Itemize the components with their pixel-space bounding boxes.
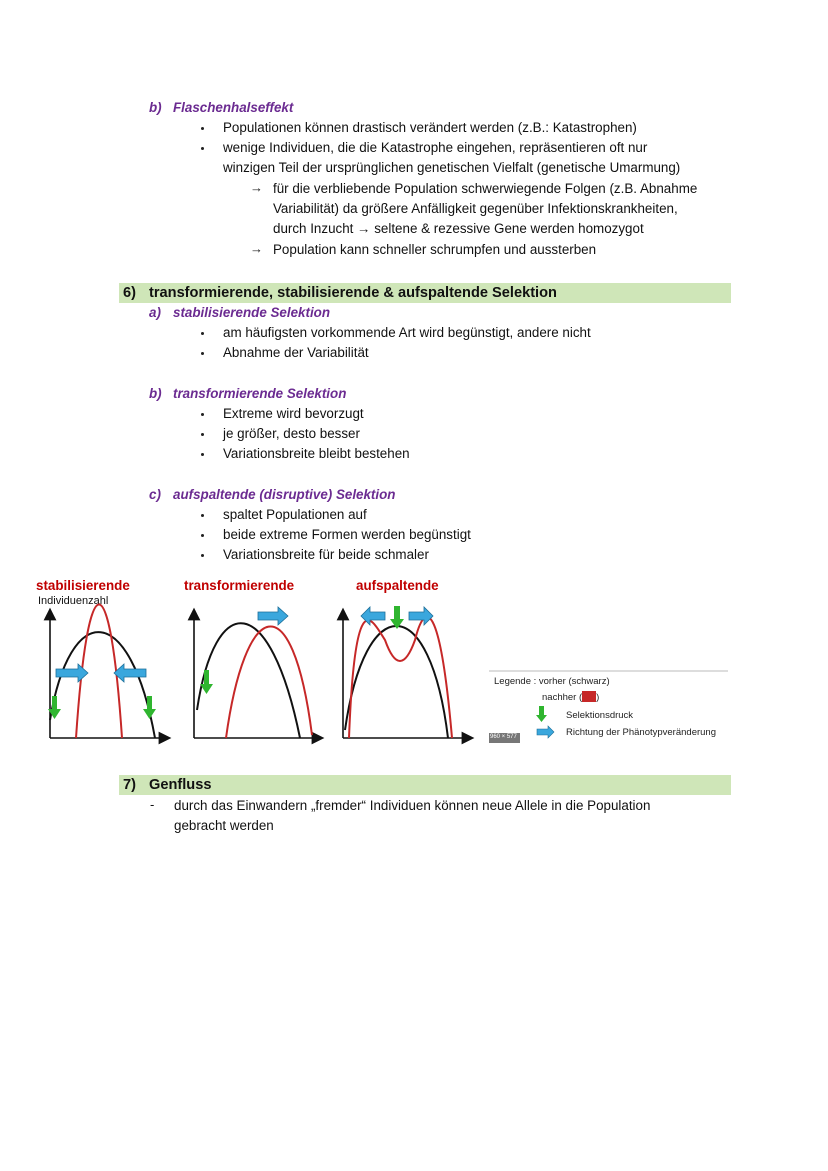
transforming-bullet-2: je größer, desto besser — [223, 426, 360, 441]
bottleneck-consequence-1: für die verbliebende Population schwerwiegende Folgen (z.B. Abnahme — [273, 181, 698, 196]
legend-direction-icon — [537, 726, 554, 738]
bottleneck-consequence-3: durch Inzucht → seltene & rezessive Gene werden homozygot — [273, 221, 644, 236]
size-badge-text: 960 × 577 — [490, 734, 517, 740]
diagram-disruptive — [343, 606, 468, 738]
section-7-heading — [123, 775, 211, 795]
figure-label-disruptive: aufspaltende — [356, 578, 439, 593]
disruptive-bullet-2: beide extreme Formen werden begünstigt — [223, 527, 471, 542]
curve-after — [226, 626, 312, 738]
stabilizing-letter: a) — [149, 305, 161, 320]
right-arrow-icon: → — [250, 241, 263, 256]
legend-after-swatch-text: rot — [585, 696, 593, 702]
figure-label-transforming: transformierende — [184, 578, 295, 593]
stabilizing-bullet-2: Abnahme der Variabilität — [223, 345, 369, 360]
legend-after-close: ) — [596, 692, 600, 703]
section-6-title: transformierende, stabilisierende & aufspaltende Selektion — [149, 285, 557, 301]
curve-before — [345, 626, 448, 738]
legend-after-text: nachher ( — [542, 692, 583, 703]
disruptive-letter: c) — [149, 487, 161, 502]
stabilizing-title: stabilisierende Selektion — [173, 305, 331, 320]
transforming-title: transformierende Selektion — [173, 386, 347, 401]
diagram-transforming — [194, 607, 318, 738]
bottleneck-bullet-2: wenige Individuen, die die Katastrophe eingehen, repräsentieren oft nur — [223, 140, 648, 155]
bottleneck-title: Flaschenhalseffekt — [173, 100, 294, 115]
disruptive-title: aufspaltende (disruptive) Selektion — [173, 487, 396, 502]
bottleneck-consequence-4: Population kann schneller schrumpfen und aussterben — [273, 242, 597, 257]
bottleneck-letter: b) — [149, 100, 162, 115]
legend-pressure-label: Selektionsdruck — [566, 710, 634, 721]
geneflow-line-2: gebracht werden — [174, 818, 274, 833]
curve-before — [197, 623, 300, 738]
legend-direction-label: Richtung der Phänotypveränderung — [566, 727, 716, 738]
direction-arrow-icon — [114, 664, 146, 682]
disruptive-bullet-3: Variationsbreite für beide schmaler — [223, 547, 429, 562]
section-6-number: 6) — [123, 285, 136, 301]
stabilizing-bullet-1: am häufigsten vorkommende Art wird begünstigt, andere nicht — [223, 325, 591, 340]
transforming-letter: b) — [149, 386, 162, 401]
diagram-stabilizing — [48, 605, 165, 739]
transforming-bullet-3: Variationsbreite bleibt bestehen — [223, 446, 410, 461]
curve-before — [50, 632, 155, 738]
y-axis-label: Individuenzahl — [38, 595, 109, 607]
transforming-bullet-1: Extreme wird bevorzugt — [223, 406, 364, 421]
geneflow-line-1: durch das Einwandern „fremder“ Individuen können neue Allele in die Population — [174, 798, 651, 813]
direction-arrow-icon — [258, 607, 288, 625]
legend-after-label — [542, 692, 599, 703]
legend-title: Legende : vorher (schwarz) — [494, 676, 610, 687]
figure-label-stabilizing: stabilisierende — [36, 578, 130, 593]
bottleneck-bullet-1: Populationen können drastisch verändert werden (z.B.: Katastrophen) — [223, 120, 637, 135]
dash-marker: - — [150, 797, 155, 812]
section-7-title: Genfluss — [149, 777, 212, 793]
legend-pressure-icon — [536, 706, 547, 722]
disruptive-bullet-1: spaltet Populationen auf — [223, 507, 367, 522]
right-arrow-icon: → — [250, 180, 263, 195]
selection-pressure-icon — [143, 696, 156, 719]
section-7-number: 7) — [123, 777, 136, 793]
bottleneck-consequence-2: Variabilität) da größere Anfälligkeit gegenüber Infektionskrankheiten, — [273, 201, 678, 216]
bottleneck-bullet-2-cont: winzigen Teil der ursprünglichen genetischen Vielfalt (genetische Umarmung) — [223, 160, 681, 175]
